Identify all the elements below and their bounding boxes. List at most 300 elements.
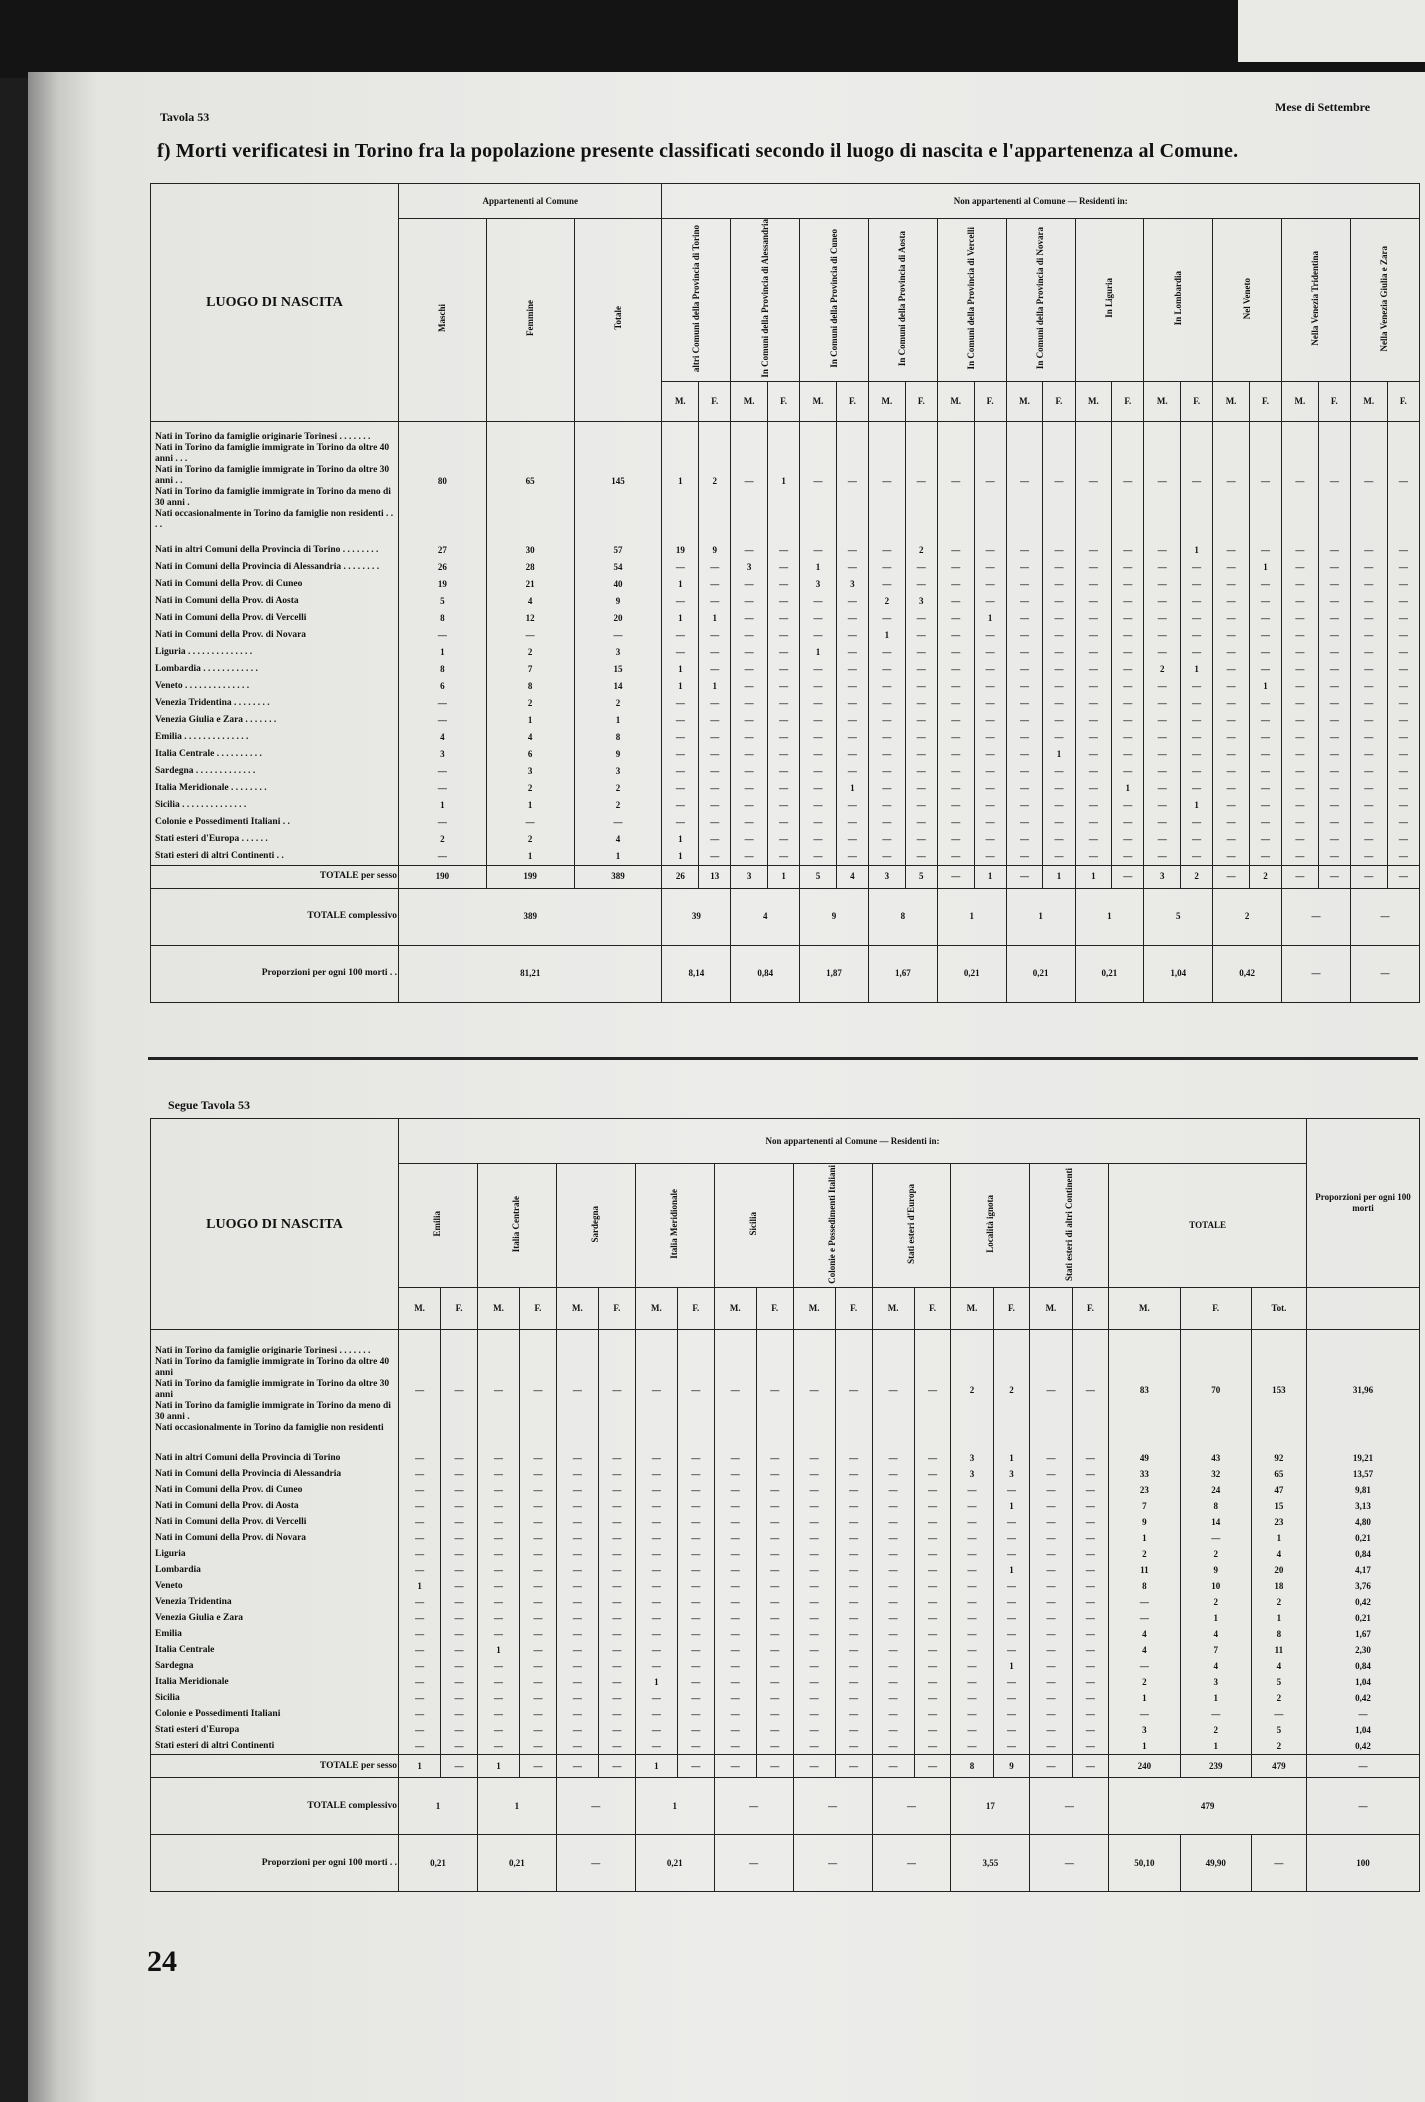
cell: 27 xyxy=(399,542,487,559)
cell: — xyxy=(793,1706,835,1722)
cell: 1 xyxy=(662,576,699,593)
cell: — xyxy=(951,1690,993,1706)
cell: — xyxy=(1006,695,1043,712)
cell: 0,21 xyxy=(399,1835,478,1892)
cell: — xyxy=(836,848,868,866)
cell: — xyxy=(1075,797,1112,814)
cell: — xyxy=(1030,1755,1072,1778)
table-row xyxy=(151,593,1420,610)
cell: — xyxy=(598,1546,635,1562)
cell: — xyxy=(1112,576,1144,593)
col-res2-2 xyxy=(556,1164,635,1288)
cell: — xyxy=(1072,1658,1109,1674)
cell: — xyxy=(1181,831,1213,848)
cell: — xyxy=(872,1778,951,1835)
cell: 2 xyxy=(486,780,574,797)
col-res-5 xyxy=(1006,219,1075,382)
cell: — xyxy=(556,1482,598,1498)
cell: — xyxy=(1075,559,1112,576)
cell: — xyxy=(1030,1658,1072,1674)
cell: — xyxy=(399,763,487,780)
cell: — xyxy=(1043,678,1075,695)
cell: — xyxy=(441,1330,478,1451)
cell: — xyxy=(1318,627,1350,644)
cell: — xyxy=(635,1450,677,1466)
cell: 8 xyxy=(574,729,662,746)
cell: — xyxy=(836,695,868,712)
row-label: Venezia Giulia e Zara xyxy=(151,1610,399,1626)
cell: 1 xyxy=(1249,559,1281,576)
cell: — xyxy=(836,831,868,848)
cell: — xyxy=(1181,627,1213,644)
col-mf: M. xyxy=(937,381,974,421)
cell: — xyxy=(1213,542,1250,559)
cell: — xyxy=(441,1658,478,1674)
cell: — xyxy=(993,1578,1030,1594)
cell: 20 xyxy=(574,610,662,627)
cell: 19 xyxy=(399,576,487,593)
cell: — xyxy=(905,780,937,797)
table-row xyxy=(151,1482,1420,1498)
row-label: Veneto . . . . . . . . . . . . . . xyxy=(151,678,399,695)
cell: — xyxy=(868,576,905,593)
row-label: Nati in Comuni della Prov. di Novara xyxy=(151,627,399,644)
cell: — xyxy=(872,1594,914,1610)
cell: — xyxy=(1249,644,1281,661)
cell: — xyxy=(800,661,837,678)
cell: — xyxy=(800,542,837,559)
cell: — xyxy=(677,1738,714,1755)
cell: 8 xyxy=(399,661,487,678)
cell: — xyxy=(914,1690,951,1706)
cell: — xyxy=(556,1498,598,1514)
cell: 1 xyxy=(662,421,699,542)
cell: 2 xyxy=(1251,1738,1306,1755)
col-mf: F. xyxy=(974,381,1006,421)
cell: — xyxy=(399,1498,441,1514)
cell: — xyxy=(993,1514,1030,1530)
cell: — xyxy=(1282,610,1319,627)
cell: — xyxy=(731,729,768,746)
cell: — xyxy=(1144,814,1181,831)
table-row xyxy=(151,1738,1420,1755)
col-res2-8 xyxy=(1030,1164,1109,1288)
cell: 49,90 xyxy=(1180,1835,1251,1892)
cell: — xyxy=(477,1578,519,1594)
cell: — xyxy=(1112,848,1144,866)
cell: — xyxy=(836,814,868,831)
col-mf: F. xyxy=(520,1288,557,1330)
cell: — xyxy=(937,848,974,866)
cell: — xyxy=(914,1674,951,1690)
cell: — xyxy=(598,1450,635,1466)
cell: 2 xyxy=(868,593,905,610)
cell: — xyxy=(756,1450,793,1466)
cell: — xyxy=(836,610,868,627)
cell: — xyxy=(756,1514,793,1530)
cell: — xyxy=(1350,945,1419,1002)
cell: — xyxy=(1072,1330,1109,1451)
cell: 1 xyxy=(1075,888,1144,945)
cell: 70 xyxy=(1180,1330,1251,1451)
cell: — xyxy=(1387,780,1419,797)
cell: — xyxy=(1387,729,1419,746)
cell: — xyxy=(520,1330,557,1451)
cell: — xyxy=(1318,661,1350,678)
cell: — xyxy=(635,1498,677,1514)
cell: — xyxy=(399,695,487,712)
row-label: Emilia xyxy=(151,1626,399,1642)
cell: — xyxy=(699,746,731,763)
cell: — xyxy=(556,1610,598,1626)
col-res-9 xyxy=(1282,219,1351,382)
cell: — xyxy=(677,1330,714,1451)
cell: — xyxy=(1072,1482,1109,1498)
table-row xyxy=(151,1466,1420,1482)
cell: — xyxy=(477,1594,519,1610)
cell: 43 xyxy=(1180,1450,1251,1466)
cell: — xyxy=(441,1578,478,1594)
cell: — xyxy=(756,1642,793,1658)
cell: 11 xyxy=(1109,1562,1180,1578)
cell: — xyxy=(486,814,574,831)
cell: — xyxy=(441,1450,478,1466)
cell: — xyxy=(905,627,937,644)
cell: 0,21 xyxy=(1006,945,1075,1002)
cell: 1 xyxy=(1181,797,1213,814)
cell: — xyxy=(635,1466,677,1482)
cell: — xyxy=(1075,610,1112,627)
cell: — xyxy=(1112,729,1144,746)
cell: — xyxy=(520,1578,557,1594)
proporzioni-row xyxy=(151,945,1420,1002)
cell: — xyxy=(974,763,1006,780)
cell: 2 xyxy=(486,644,574,661)
cell: — xyxy=(1112,814,1144,831)
cell: — xyxy=(1282,576,1319,593)
cell: — xyxy=(1181,695,1213,712)
cell: 1,04 xyxy=(1307,1722,1420,1738)
cell: — xyxy=(731,421,768,542)
cell: — xyxy=(914,1722,951,1738)
cell: — xyxy=(699,831,731,848)
cell: — xyxy=(1350,746,1387,763)
cell: — xyxy=(993,1482,1030,1498)
cell: — xyxy=(914,1658,951,1674)
cell: — xyxy=(731,661,768,678)
row-label: Stati esteri d'Europa xyxy=(151,1722,399,1738)
cell: 1 xyxy=(486,797,574,814)
cell: — xyxy=(1181,746,1213,763)
cell: — xyxy=(836,661,868,678)
cell: — xyxy=(1112,559,1144,576)
cell: 1 xyxy=(1249,678,1281,695)
cell: — xyxy=(1387,797,1419,814)
cell: 2 xyxy=(574,780,662,797)
cell: — xyxy=(835,1578,872,1594)
cell: — xyxy=(714,1498,756,1514)
cell: — xyxy=(598,1674,635,1690)
cell: — xyxy=(768,746,800,763)
cell: — xyxy=(756,1466,793,1482)
cell: 4 xyxy=(399,729,487,746)
cell: — xyxy=(905,559,937,576)
cell: 13 xyxy=(699,865,731,888)
cell: 2 xyxy=(951,1330,993,1451)
totale-compl-row xyxy=(151,1778,1420,1835)
cell: — xyxy=(868,763,905,780)
cell: — xyxy=(1387,763,1419,780)
cell: — xyxy=(756,1626,793,1642)
cell: — xyxy=(1006,763,1043,780)
cell: 14 xyxy=(574,678,662,695)
cell: — xyxy=(1043,627,1075,644)
cell: — xyxy=(937,644,974,661)
cell: — xyxy=(768,814,800,831)
cell: — xyxy=(793,1530,835,1546)
cell: — xyxy=(1006,780,1043,797)
cell: 31,96 xyxy=(1307,1330,1420,1451)
cell: 1 xyxy=(399,797,487,814)
cell: — xyxy=(905,831,937,848)
cell: — xyxy=(905,421,937,542)
cell: 1 xyxy=(1006,888,1075,945)
cell: — xyxy=(768,559,800,576)
cell: — xyxy=(520,1642,557,1658)
cell: — xyxy=(914,1546,951,1562)
cell: — xyxy=(556,1738,598,1755)
cell: — xyxy=(793,1450,835,1466)
cell: 32 xyxy=(1180,1466,1251,1482)
col-app-0 xyxy=(399,219,487,422)
cell: — xyxy=(1282,848,1319,866)
cell: — xyxy=(835,1722,872,1738)
cell: — xyxy=(1030,1706,1072,1722)
cell: 1 xyxy=(836,780,868,797)
cell: — xyxy=(699,644,731,661)
cell: — xyxy=(1043,848,1075,866)
cell: — xyxy=(974,729,1006,746)
cell: — xyxy=(872,1642,914,1658)
cell: — xyxy=(800,712,837,729)
cell: — xyxy=(1307,1778,1420,1835)
totale_compl-row xyxy=(151,888,1420,945)
cell: — xyxy=(677,1690,714,1706)
page-title: f) Morti verificatesi in Torino fra la popolazione presente classificati secondo il luogo di nascita e l'appartenenza al Comune. xyxy=(157,140,1239,162)
cell: — xyxy=(1213,695,1250,712)
col-res-6-text: In Liguria xyxy=(1103,278,1114,319)
table-row xyxy=(151,831,1420,848)
cell: — xyxy=(399,1482,441,1498)
cell: — xyxy=(1318,695,1350,712)
cell: — xyxy=(756,1546,793,1562)
table-row xyxy=(151,1514,1420,1530)
cell: — xyxy=(1006,729,1043,746)
cell: — xyxy=(1282,559,1319,576)
cell: — xyxy=(714,1722,756,1738)
col-mf: M. xyxy=(1144,381,1181,421)
cell: — xyxy=(835,1738,872,1755)
cell: 1 xyxy=(662,831,699,848)
cell: — xyxy=(905,576,937,593)
cell: 17 xyxy=(951,1778,1030,1835)
row-label: Colonie e Possedimenti Italiani . . xyxy=(151,814,399,831)
cell: — xyxy=(768,763,800,780)
cell: — xyxy=(937,865,974,888)
cell: — xyxy=(905,644,937,661)
cell: — xyxy=(1043,644,1075,661)
cell: — xyxy=(1075,848,1112,866)
cell: — xyxy=(520,1562,557,1578)
cell: — xyxy=(1213,678,1250,695)
cell: — xyxy=(1072,1674,1109,1690)
table-row xyxy=(151,542,1420,559)
page-number: 24 xyxy=(147,1945,177,1978)
cell: — xyxy=(1350,695,1387,712)
cell: — xyxy=(699,729,731,746)
cell: 100 xyxy=(1307,1835,1420,1892)
cell: — xyxy=(1072,1738,1109,1755)
cell: — xyxy=(835,1330,872,1451)
cell: — xyxy=(1030,1594,1072,1610)
cell: — xyxy=(399,780,487,797)
table-row xyxy=(151,1498,1420,1514)
cell: — xyxy=(635,1690,677,1706)
cell: — xyxy=(1030,1738,1072,1755)
cell: — xyxy=(835,1610,872,1626)
row-label: Nati in Comuni della Prov. di Cuneo xyxy=(151,576,399,593)
cell: — xyxy=(1072,1578,1109,1594)
cell: — xyxy=(793,1482,835,1498)
cell: — xyxy=(1030,1330,1072,1451)
cell: — xyxy=(1251,1706,1306,1722)
totale_compl-label: TOTALE complessivo xyxy=(151,888,399,945)
cell: — xyxy=(556,1530,598,1546)
cell: — xyxy=(768,542,800,559)
cell: — xyxy=(868,848,905,866)
cell: — xyxy=(677,1450,714,1466)
cell: — xyxy=(1144,576,1181,593)
cell: — xyxy=(835,1562,872,1578)
cell: — xyxy=(1318,712,1350,729)
cell: — xyxy=(937,712,974,729)
table-row xyxy=(151,729,1420,746)
cell: — xyxy=(1350,763,1387,780)
cell: — xyxy=(800,797,837,814)
cell: — xyxy=(699,848,731,866)
totale-sesso-label: TOTALE per sesso xyxy=(151,865,399,888)
cell: — xyxy=(872,1610,914,1626)
cell: — xyxy=(598,1530,635,1546)
cell: — xyxy=(1213,848,1250,866)
cell: — xyxy=(951,1498,993,1514)
col-res-7-text: In Lombardia xyxy=(1172,271,1183,326)
cell: — xyxy=(1043,780,1075,797)
cell: 240 xyxy=(1109,1755,1180,1778)
cell: — xyxy=(556,1835,635,1892)
cell: — xyxy=(1181,421,1213,542)
col-mf: M. xyxy=(1350,381,1387,421)
cell: — xyxy=(800,780,837,797)
cell: — xyxy=(520,1658,557,1674)
cell: — xyxy=(1213,712,1250,729)
cell: 1,04 xyxy=(1307,1674,1420,1690)
cell: — xyxy=(1387,814,1419,831)
table-row xyxy=(151,644,1420,661)
cell: — xyxy=(1030,1466,1072,1482)
cell: — xyxy=(1072,1514,1109,1530)
cell: — xyxy=(756,1690,793,1706)
cell: — xyxy=(598,1330,635,1451)
cell: — xyxy=(399,1626,441,1642)
cell: 1 xyxy=(1109,1530,1180,1546)
cell: — xyxy=(937,695,974,712)
cell: — xyxy=(993,1738,1030,1755)
cell: 2 xyxy=(1109,1674,1180,1690)
cell: — xyxy=(556,1642,598,1658)
cell: — xyxy=(699,661,731,678)
cell: — xyxy=(441,1594,478,1610)
cell: — xyxy=(872,1755,914,1778)
cell: — xyxy=(477,1530,519,1546)
cell: 1 xyxy=(974,610,1006,627)
cell: — xyxy=(556,1450,598,1466)
cell: — xyxy=(441,1546,478,1562)
cell: — xyxy=(598,1578,635,1594)
col-res-6 xyxy=(1075,219,1144,382)
cell: — xyxy=(872,1482,914,1498)
cell: — xyxy=(1318,814,1350,831)
cell: — xyxy=(399,1738,441,1755)
cell: — xyxy=(905,814,937,831)
cell: — xyxy=(520,1722,557,1738)
cell: — xyxy=(1109,1658,1180,1674)
cell: — xyxy=(598,1594,635,1610)
cell: — xyxy=(1006,542,1043,559)
cell: 47 xyxy=(1251,1482,1306,1498)
cell: — xyxy=(1213,593,1250,610)
cell: — xyxy=(993,1674,1030,1690)
cell: 13,57 xyxy=(1307,1466,1420,1482)
cell: — xyxy=(520,1450,557,1466)
cell: — xyxy=(731,695,768,712)
table-row xyxy=(151,746,1420,763)
cell: — xyxy=(1249,576,1281,593)
cell: — xyxy=(836,559,868,576)
cell: 9 xyxy=(574,746,662,763)
col-mf: M. xyxy=(477,1288,519,1330)
cell: 23 xyxy=(1251,1514,1306,1530)
cell: — xyxy=(836,678,868,695)
cell: — xyxy=(1213,661,1250,678)
cell: 40 xyxy=(574,576,662,593)
col-mf: F. xyxy=(905,381,937,421)
col-mf: F. xyxy=(1072,1288,1109,1330)
cell: — xyxy=(872,1562,914,1578)
table-upper xyxy=(150,183,1420,1003)
cell: — xyxy=(974,712,1006,729)
table-row xyxy=(151,1690,1420,1706)
cell: — xyxy=(1112,610,1144,627)
cell: — xyxy=(441,1738,478,1755)
col-mf: M. xyxy=(868,381,905,421)
cell: — xyxy=(1144,644,1181,661)
cell: — xyxy=(441,1674,478,1690)
cell: — xyxy=(835,1482,872,1498)
cell: — xyxy=(1387,695,1419,712)
cell: — xyxy=(1072,1530,1109,1546)
cell: 1 xyxy=(662,661,699,678)
